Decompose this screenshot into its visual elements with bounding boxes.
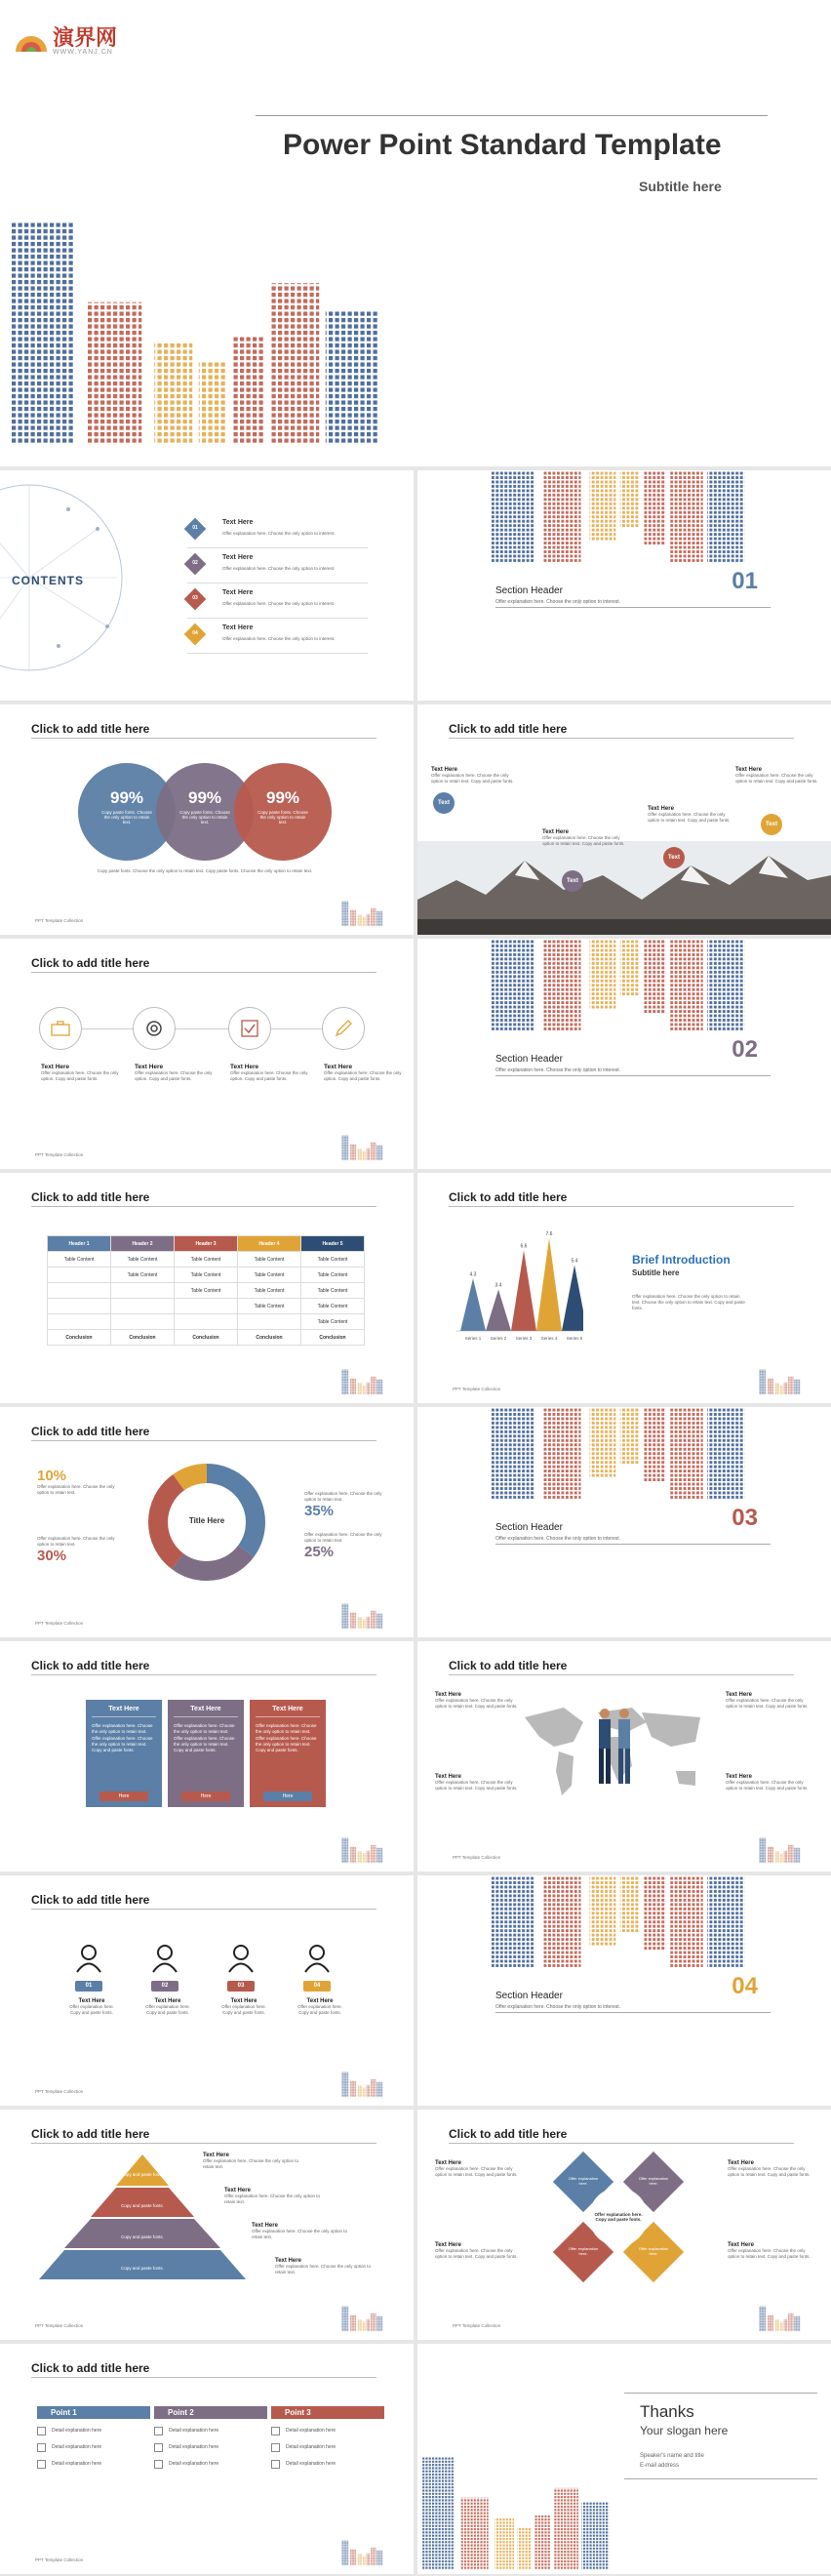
slide-thanks <box>417 2344 831 2574</box>
point-item[interactable]: Detail explanation here <box>154 2427 267 2435</box>
point-item[interactable]: Detail explanation here <box>37 2460 150 2469</box>
checkbox-icon[interactable] <box>37 2460 46 2469</box>
mini-city-icon <box>745 2303 815 2332</box>
mini-city-icon <box>328 2303 398 2332</box>
title-rule <box>31 972 376 973</box>
pyramid-level: Copy and paste fonts. <box>121 2172 164 2177</box>
map-text: Text Here Offer explanation here. Choose the only option to retain text. Copy and paste fonts. <box>435 1692 518 1710</box>
pyramid-level: Copy and paste fonts. <box>121 2203 164 2208</box>
title-rule <box>31 2143 376 2144</box>
contents-num: 03 <box>192 595 198 601</box>
slide-title: Click to add title here <box>31 1425 150 1438</box>
table-row: Conclusion Conclusion Conclusion Conclusion Conclusion <box>48 1330 365 1346</box>
city-upside-illustration <box>491 1875 754 1968</box>
card-button[interactable]: Here <box>263 1791 312 1801</box>
contents-title: Text Here <box>222 589 254 596</box>
pyramid-text: Text Here Offer explanation here. Choose the only option to retain text. <box>275 2258 371 2275</box>
contents-desc: Offer explanation here. Choose the only option to interest. <box>222 531 336 536</box>
logo-brand: 演界网 <box>53 25 118 50</box>
section-number: 02 <box>732 1036 758 1063</box>
contents-title: Text Here <box>222 519 254 526</box>
contents-title: Text Here <box>222 554 254 561</box>
city-upside-illustration <box>491 470 754 563</box>
checkbox-icon[interactable] <box>154 2427 163 2435</box>
section-number: 01 <box>732 568 758 594</box>
slide-cards <box>0 1641 414 1872</box>
mini-city-icon <box>328 1834 398 1864</box>
cover-subtitle: Subtitle here <box>639 179 722 194</box>
donut-label: Offer explanation here. Choose the only option to retain text. 30% <box>37 1536 115 1565</box>
person-text: Text Here Offer explanation here. Copy and paste fonts. <box>221 1998 266 2016</box>
point-item[interactable]: Detail explanation here <box>271 2460 384 2469</box>
data-table <box>47 1235 365 1346</box>
table-header: Header 2 <box>111 1236 175 1252</box>
section-header: Section Header <box>495 1991 563 2001</box>
contents-num: 02 <box>192 560 198 566</box>
mountain-photo <box>417 841 831 935</box>
info-card: Text Here Offer explanation here. Choose the only option to retain text. Offer explanation here. Choose the only option to retain text. Copy and paste fonts. Here <box>250 1700 326 1807</box>
thanks-title: Thanks <box>640 2402 694 2421</box>
card-button[interactable]: Here <box>181 1791 230 1801</box>
donut-label: Offer explanation here. Choose the only option to retain text. 25% <box>304 1532 382 1561</box>
businessmen-illustration <box>591 1706 640 1790</box>
briefcase-icon <box>39 1007 82 1050</box>
mountain-point: Text <box>562 870 583 892</box>
slide-section-03 <box>417 1407 831 1637</box>
person-icon <box>74 1944 103 1973</box>
checkbox-icon[interactable] <box>154 2443 163 2452</box>
point-item[interactable]: Detail explanation here <box>271 2427 384 2435</box>
title-rule <box>449 1674 794 1675</box>
chart-peak <box>562 1266 583 1332</box>
table-header: Header 4 <box>238 1236 301 1252</box>
slide-donut <box>0 1407 414 1637</box>
diamond-text: Text Here Offer explanation here. Choose the only option to retain text. Copy and paste fonts. <box>435 2242 518 2260</box>
slide-table <box>0 1173 414 1403</box>
person-icon <box>302 1944 332 1973</box>
slide-section-02 <box>417 939 831 1169</box>
chart-category-label: Series 5 <box>566 1336 583 1341</box>
point-item[interactable]: Detail explanation here <box>271 2443 384 2452</box>
diamond-label: Offer explanation here. <box>638 2246 669 2256</box>
footer: PPT Template Collection <box>453 1387 501 1391</box>
thanks-rule <box>624 2393 817 2394</box>
checkbox-icon[interactable] <box>271 2427 280 2435</box>
title-rule <box>31 2377 376 2378</box>
slide-worldmap <box>417 1641 831 1872</box>
slide-contents <box>0 470 414 701</box>
mini-city-icon <box>328 1132 398 1161</box>
slide-section-01 <box>417 470 831 701</box>
footer: PPT Template Collection <box>35 1621 84 1626</box>
chart-peak <box>536 1238 562 1331</box>
brand-logo <box>14 27 117 56</box>
section-desc: Offer explanation here. Choose the only option to interest. <box>495 1067 621 1073</box>
checkbox-icon[interactable] <box>37 2443 46 2452</box>
footer: PPT Template Collection <box>453 1855 501 1860</box>
table-header-row <box>48 1236 365 1252</box>
circle-desc: Copy paste fonts. Choose the only option to retain text. <box>179 810 230 825</box>
section-rule <box>495 1075 771 1076</box>
mountain-text: Text Here Offer explanation here. Choose the only option to retain text. Copy and paste fonts. <box>735 767 818 785</box>
chart-value-label: 4.3 <box>469 1271 477 1278</box>
footer: PPT Template Collection <box>35 2089 84 2094</box>
chart-value-label: 3.4 <box>495 1282 502 1289</box>
chart-category-label: Series 4 <box>540 1336 558 1341</box>
cover-title: Power Point Standard Template <box>283 129 722 161</box>
slide-cover <box>0 0 831 466</box>
checkbox-icon[interactable] <box>271 2460 280 2469</box>
point-column <box>154 2406 267 2469</box>
section-desc: Offer explanation here. Choose the only option to interest. <box>495 2004 621 2010</box>
checkbox-icon[interactable] <box>271 2443 280 2452</box>
point-header: Point 3 <box>271 2406 384 2419</box>
contents-item[interactable] <box>187 624 368 654</box>
title-rule <box>31 1440 376 1441</box>
slide-title: Click to add title here <box>31 2127 150 2141</box>
table-row: Table Content Table Content <box>48 1299 365 1314</box>
city-upside-illustration <box>491 939 754 1031</box>
donut-center: Title Here <box>188 1516 225 1525</box>
slide-mountain <box>417 704 831 935</box>
title-rule <box>31 1674 376 1675</box>
contents-desc: Offer explanation here. Choose the only option to interest. <box>222 636 336 641</box>
slide-icons <box>0 939 414 1169</box>
contents-title: Text Here <box>222 624 254 631</box>
chart-value-label: 7.6 <box>545 1231 553 1237</box>
pyramid-text: Text Here Offer explanation here. Choose the only option to retain text. <box>252 2223 347 2240</box>
footer: PPT Template Collection <box>35 2323 84 2328</box>
slide-title: Click to add title here <box>31 722 150 736</box>
city-illustration <box>421 2441 616 2574</box>
chart-peak <box>511 1251 536 1332</box>
circles-caption: Copy paste fonts. Choose the only option to retain text. Copy paste fonts. Choose the only option to retain text. <box>97 868 313 873</box>
point-item[interactable]: Detail explanation here <box>37 2443 150 2452</box>
section-header: Section Header <box>495 585 563 596</box>
chart-value-label: 5.4 <box>571 1258 578 1265</box>
checkbox-icon <box>228 1007 271 1050</box>
point-column <box>37 2406 150 2469</box>
person-badge: 03 <box>227 1981 255 1992</box>
title-rule <box>31 738 376 739</box>
point-header: Point 1 <box>37 2406 150 2419</box>
icon-item: Text Here Offer explanation here. Choose the only option. Copy and paste fonts. <box>135 1064 213 1082</box>
table-header: Header 3 <box>175 1236 238 1252</box>
point-item[interactable]: Detail explanation here <box>154 2443 267 2452</box>
chart-peak <box>486 1290 511 1332</box>
footer: PPT Template Collection <box>35 1152 84 1157</box>
circle-stat <box>234 763 332 861</box>
slide-title: Click to add title here <box>31 1893 150 1907</box>
contents-desc: Offer explanation here. Choose the only option to interest. <box>222 566 336 571</box>
table-header: Header 5 <box>301 1236 365 1252</box>
slide-section-04 <box>417 1875 831 2106</box>
title-rule <box>449 2143 794 2144</box>
person-badge: 04 <box>303 1981 331 1992</box>
edit-icon <box>322 1007 365 1050</box>
thanks-rule <box>624 2478 817 2479</box>
person-text: Text Here Offer explanation here. Copy and paste fonts. <box>297 1998 342 2016</box>
section-rule <box>495 607 771 608</box>
person-icon <box>226 1944 256 1973</box>
circle-pct: 99% <box>187 788 222 807</box>
point-column <box>271 2406 384 2469</box>
chart-peak <box>460 1278 486 1331</box>
title-rule <box>31 1909 376 1910</box>
table-row: Table Content <box>48 1314 365 1330</box>
slide-title: Click to add title here <box>449 722 568 736</box>
person-badge: 02 <box>151 1981 178 1992</box>
slide-points <box>0 2344 414 2574</box>
mountain-text: Text Here Offer explanation here. Choose the only option to retain text. Copy and paste fonts. <box>431 767 514 785</box>
contents-item[interactable] <box>187 589 368 619</box>
slide-pyramid <box>0 2110 414 2340</box>
donut-label: 10% Offer explanation here. Choose the only option to retain text. <box>37 1468 115 1496</box>
diamond-text: Text Here Offer explanation here. Choose the only option to retain text. Copy and paste fonts. <box>728 2160 811 2178</box>
icon-item: Text Here Offer explanation here. Choose the only option. Copy and paste fonts. <box>41 1064 119 1082</box>
mountain-point: Text <box>663 847 685 868</box>
info-card: Text Here Offer explanation here. Choose the only option to retain text. Offer explanation here. Choose the only option to retain text. Copy and paste fonts. Here <box>86 1700 162 1807</box>
slide-title: Click to add title here <box>31 2361 150 2375</box>
diamond-text: Text Here Offer explanation here. Choose the only option to retain text. Copy and paste fonts. <box>435 2160 518 2178</box>
point-header: Point 2 <box>154 2406 267 2419</box>
section-number: 04 <box>732 1973 758 1999</box>
thanks-name: Speaker's name and title <box>640 2453 704 2459</box>
footer: PPT Template Collection <box>35 2557 84 2562</box>
checkbox-icon[interactable] <box>154 2460 163 2469</box>
mini-city-icon <box>328 1600 398 1630</box>
pyramid-text: Text Here Offer explanation here. Choose the only option to retain text. <box>203 2153 298 2170</box>
diamond-center: Offer explanation here. Copy and paste fonts. <box>589 2188 648 2246</box>
mini-city-icon <box>328 2537 398 2566</box>
table-row: Table Content Table Content Table Content <box>48 1283 365 1299</box>
title-rule <box>256 115 768 116</box>
chart-category-label: Series 2 <box>490 1336 507 1341</box>
slide-chart <box>417 1173 831 1403</box>
point-item[interactable]: Detail explanation here <box>154 2460 267 2469</box>
footer: PPT Template Collection <box>35 918 84 923</box>
mini-city-icon <box>328 898 398 927</box>
section-header: Section Header <box>495 1522 563 1533</box>
slide-title: Click to add title here <box>31 1659 150 1672</box>
thanks-email: E-mail address <box>640 2463 680 2469</box>
chart-desc: Offer explanation here. Choose the only option to retain text. Choose the only option to retain text. Copy and paste fonts. <box>632 1294 745 1311</box>
circle-pct: 99% <box>109 788 144 807</box>
slide-title: Click to add title here <box>449 1659 568 1672</box>
mini-city-icon <box>328 2069 398 2098</box>
contents-desc: Offer explanation here. Choose the only option to interest. <box>222 601 336 606</box>
section-desc: Offer explanation here. Choose the only option to interest. <box>495 1536 621 1542</box>
contents-item[interactable] <box>187 554 368 584</box>
section-rule <box>495 2012 771 2013</box>
pyramid-text: Text Here Offer explanation here. Choose the only option to retain text. <box>224 2188 320 2205</box>
pyramid-level: Copy and paste fonts. <box>121 2266 164 2271</box>
diamond-label: Offer explanation here. <box>638 2176 669 2186</box>
slide-title: Click to add title here <box>31 1190 150 1204</box>
contents-num: 01 <box>192 525 198 531</box>
mini-city-icon <box>745 1366 815 1395</box>
card-button[interactable]: Here <box>99 1791 148 1801</box>
title-rule <box>31 1206 376 1207</box>
diamond-label: Offer explanation here. <box>568 2246 599 2256</box>
circle-desc: Copy paste fonts. Choose the only option to retain text. <box>101 810 152 825</box>
chart-category-label: Series 3 <box>515 1336 533 1341</box>
slide-diamonds <box>417 2110 831 2340</box>
checkbox-icon[interactable] <box>37 2427 46 2435</box>
logo-icon <box>14 30 49 54</box>
info-card: Text Here Offer explanation here. Choose the only option to retain text. Offer explanation here. Choose the only option to retain text. Copy and paste fonts. Here <box>168 1700 244 1807</box>
point-item[interactable]: Detail explanation here <box>37 2427 150 2435</box>
chart-value-label: 6.6 <box>520 1243 528 1250</box>
slide-title: Click to add title here <box>449 1190 568 1204</box>
person-icon <box>150 1944 179 1973</box>
section-number: 03 <box>732 1505 758 1531</box>
peak-chart <box>447 1222 583 1348</box>
slide-circles <box>0 704 414 935</box>
section-rule <box>495 1544 771 1545</box>
chart-subtitle: Subtitle here <box>632 1268 680 1277</box>
mini-city-icon <box>745 1834 815 1864</box>
chart-category-label: Series 1 <box>464 1336 482 1341</box>
chart-title: Brief Introduction <box>632 1253 731 1267</box>
city-upside-illustration <box>491 1407 754 1500</box>
diamond-label: Offer explanation here. <box>568 2176 599 2186</box>
connector-line <box>59 1028 355 1029</box>
map-text: Text Here Offer explanation here. Choose the only option to retain text. Copy and paste fonts. <box>726 1774 809 1791</box>
map-text: Text Here Offer explanation here. Choose the only option to retain text. Copy and paste fonts. <box>726 1692 809 1710</box>
icon-item: Text Here Offer explanation here. Choose the only option. Copy and paste fonts. <box>324 1064 402 1082</box>
person-text: Text Here Offer explanation here. Copy and paste fonts. <box>69 1998 114 2016</box>
mountain-text: Text Here Offer explanation here. Choose the only option to retain text. Copy and paste fonts. <box>542 829 625 847</box>
donut-label: Offer explanation here. Choose the only option to retain text. 35% <box>304 1491 382 1520</box>
mountain-text: Text Here Offer explanation here. Choose the only option to retain text. Copy and paste fonts. <box>648 806 731 824</box>
slide-title: Click to add title here <box>31 956 150 970</box>
mountain-point: Text <box>433 792 455 814</box>
pyramid-level: Copy and paste fonts. <box>121 2234 164 2239</box>
logo-url: WWW.YANJ.CN <box>53 49 113 56</box>
mini-city-icon <box>328 1366 398 1395</box>
thanks-slogan: Your slogan here <box>640 2424 729 2437</box>
circle-desc: Copy paste fonts. Choose the only option to retain text. <box>257 810 308 825</box>
mountain-point: Text <box>761 814 782 835</box>
contents-item[interactable] <box>187 519 368 548</box>
city-illustration <box>12 190 392 454</box>
slide-title: Click to add title here <box>449 2127 568 2141</box>
footer: PPT Template Collection <box>453 2323 501 2328</box>
map-text: Text Here Offer explanation here. Choose the only option to retain text. Copy and paste fonts. <box>435 1774 518 1791</box>
gear-icon <box>133 1007 176 1050</box>
title-rule <box>449 738 794 739</box>
diamond-text: Text Here Offer explanation here. Choose the only option to retain text. Copy and paste fonts. <box>728 2242 811 2260</box>
icon-item: Text Here Offer explanation here. Choose the only option. Copy and paste fonts. <box>230 1064 308 1082</box>
slide-people <box>0 1875 414 2106</box>
table-row: Table Content Table Content Table Content Table Content <box>48 1268 365 1283</box>
circle-pct: 99% <box>265 788 300 807</box>
title-rule <box>449 1206 794 1207</box>
section-desc: Offer explanation here. Choose the only option to interest. <box>495 599 621 605</box>
person-text: Text Here Offer explanation here. Copy and paste fonts. <box>145 1998 190 2016</box>
table-header: Header 1 <box>48 1236 111 1252</box>
contents-label: CONTENTS <box>12 574 84 587</box>
table-row: Table Content Table Content Table Content Table Content Table Content <box>48 1252 365 1268</box>
contents-num: 04 <box>192 630 198 636</box>
section-header: Section Header <box>495 1054 563 1065</box>
person-badge: 01 <box>75 1981 102 1992</box>
